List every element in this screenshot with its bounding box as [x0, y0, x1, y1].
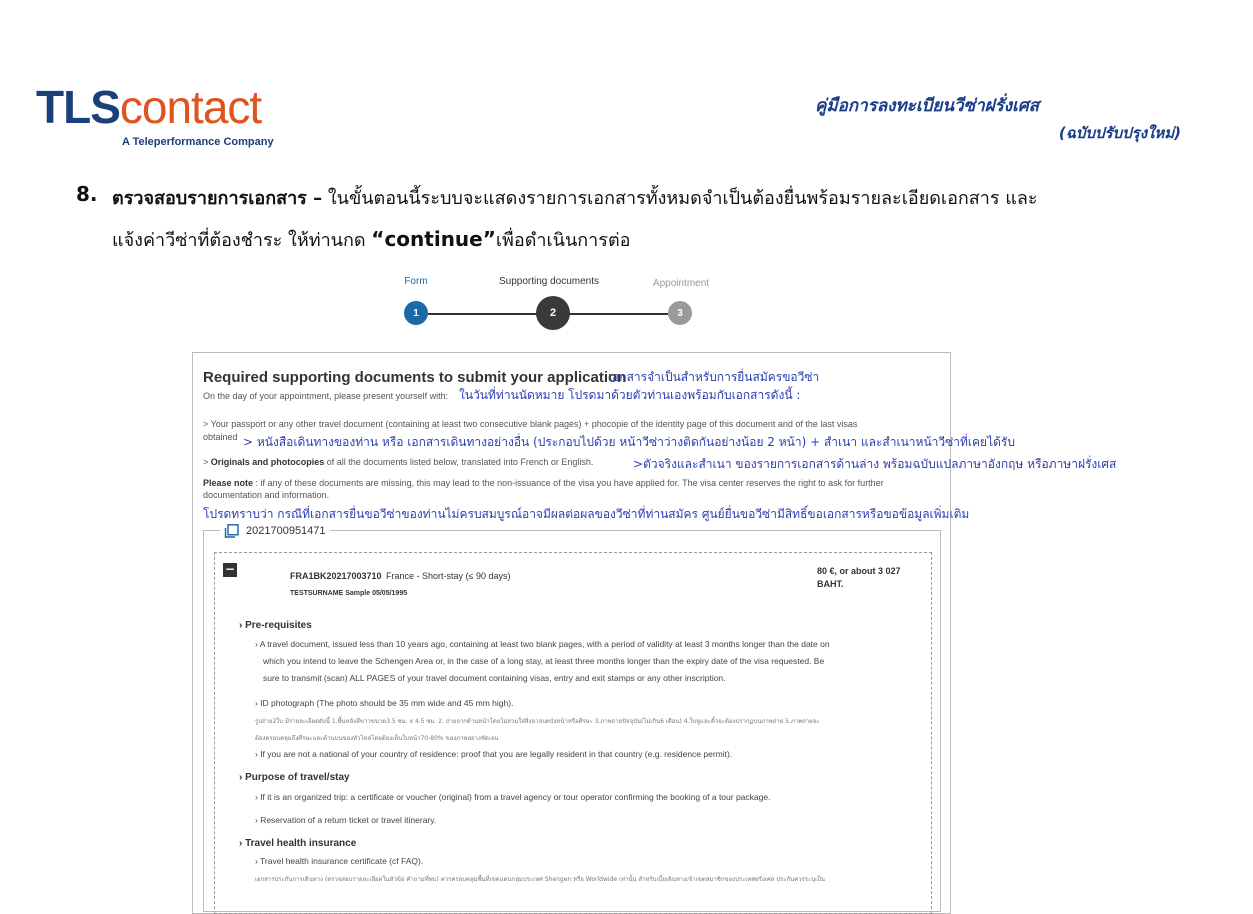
case-reference [220, 524, 330, 538]
id-photograph-thai-1: รูปถ่าย2ใบ มีรายละเอียดดังนี้ 1.พื้นหลังสีขาวขนาด3.5 ซม. x 4.5 ซม. 2. ถ่ายจากด้านหน้าโดยไม่สวมใส่สิ่งอาจบดบังหน้าหรือศีรษะ 3.ภาพถ่ายปัจจุบัน(ไม่เกิน6 เดือน) 4.ใบหูและคิ้วจะต้องปรากฏบนภาพถ่าย 5.ภาพถ่ายจะ [255, 718, 820, 725]
originals-bold: Originals and photocopies [210, 457, 325, 467]
requirements-title: Required supporting documents to submit your application [203, 369, 627, 386]
section-travel-health-insurance[interactable]: › Travel health insurance [239, 838, 357, 849]
section-prerequisites[interactable]: › Pre-requisites [239, 620, 312, 631]
collapse-minus-icon[interactable]: − [224, 562, 236, 576]
originals-requirement [203, 457, 593, 467]
step-label-appointment: Appointment [652, 278, 710, 289]
copy-document-icon [224, 524, 240, 538]
visa-fee-line-2: BAHT. [817, 579, 844, 589]
instruction-number: 8. [76, 182, 98, 206]
id-photograph-thai-2: ต้องครอบคลุมถึงศีรษะและด้านบนของหัวไหล่โดยต้องเห็นใบหน้า70-80% ของภาพอย่างชัดเจน [255, 735, 499, 742]
visa-fee-line-1: 80 €, or about 3 027 [817, 566, 901, 576]
visa-type: France - Short-stay (≤ 90 days) [386, 571, 511, 581]
instruction-heading: ตรวจสอบรายการเอกสาร – [112, 188, 323, 209]
case-number: 2021700951471 [246, 525, 326, 537]
tlscontact-logo [36, 82, 261, 132]
step-circle-3[interactable]: 3 [668, 301, 692, 325]
travel-document-requirement-3: sure to transmit (scan) ALL PAGES of your travel document containing visas, entry and exit stamps or any other inscription. [263, 673, 726, 683]
instruction-line-2-prefix: แจ้งค่าวีซ่าที่ต้องชำระ ให้ท่านกด [112, 230, 372, 251]
insurance-thai: เอกสารประกันการเดินทาง (ตรวจสอบรายละเอียดในหัวข้อ คำถามที่พบ) ควรครอบคลุมพื้นที่เขตแดนกลุ่มประเทศ Shengen หรือ Worldwide เท่านั้น สำหรับเบี้ยเดินทางเข้าเขตสมาชิกของประเทศฝรั่งเศส ประกันควรระบุเป็น [255, 876, 826, 883]
instruction-line-2 [112, 225, 630, 254]
application-reference: FRA1BK20217003710 [290, 571, 382, 581]
originals-rest: of all the documents listed below, translated into French or English. [324, 457, 594, 467]
stepper-connector-2 [568, 313, 668, 315]
instruction-line-1 [112, 183, 1038, 212]
guide-title: คู่มือการลงทะเบียนวีซ่าฝรั่งเศส [815, 96, 1039, 116]
logo-contact-text: contact [119, 81, 262, 133]
stepper-connector-1 [428, 313, 538, 315]
return-ticket-requirement: › Reservation of a return ticket or travel itinerary. [255, 815, 437, 825]
step-circle-1[interactable]: 1 [404, 301, 428, 325]
please-note-thai: โปรดทราบว่า กรณีที่เอกสารยื่นขอวีซ่าของท่านไม่ครบสมบูรณ์อาจมีผลต่อผลของวีซ่าที่ท่านสมัคร ศูนย์ยื่นขอวีซ่ามีสิทธิ์ขอเอกสารหรือขอข้อมูลเพิ่มเติม [203, 507, 970, 521]
travel-document-requirement-2: which you intend to leave the Schengen Area or, in the case of a long stay, at least three months longer than the expiry date of the visa requested. Be [263, 656, 825, 666]
please-note-bold: Please note [203, 478, 254, 488]
organized-trip-requirement: › If it is an organized trip: a certificate or voucher (original) from a travel agency or tour operator confirming the booking of a tour package. [255, 792, 771, 802]
originals-requirement-thai: >ตัวจริงและสำเนา ของรายการเอกสารด้านล่าง พร้อมฉบับแปลภาษาอังกฤษ หรือภาษาฝรั่งเศส [633, 457, 1117, 471]
continue-keyword: “continue” [371, 227, 496, 251]
logo-tls-text: TLS [36, 81, 120, 133]
step-circle-2[interactable]: 2 [536, 296, 570, 330]
step-label-form: Form [404, 276, 428, 287]
instruction-line-2-suffix: เพื่อดำเนินการต่อ [495, 230, 631, 251]
please-note-text: : if any of these documents are missing, this may lead to the non-issuance of the visa you have applied for. The visa center reserves the right to ask for further [253, 478, 884, 488]
insurance-certificate-requirement: › Travel health insurance certificate (cf FAQ). [255, 856, 424, 866]
application-header [290, 566, 511, 584]
travel-document-requirement-1: › A travel document, issued less than 10 years ago, containing at least two blank pages, with a period of validity at least 3 months longer than the date on [255, 639, 830, 649]
intro-text-thai: ในวันที่ท่านนัดหมาย โปรดมาด้วยตัวท่านเองพร้อมกับเอกสารดังนี้ : [459, 388, 801, 402]
instruction-line-1-text: ในขั้นตอนนี้ระบบจะแสดงรายการเอกสารทั้งหมดจำเป็นต้องยื่นพร้อมรายละเอียดเอกสาร และ [322, 188, 1038, 209]
passport-requirement-thai: > หนังสือเดินทางของท่าน หรือ เอกสารเดินทางอย่างอื่น (ประกอบไปด้วย หน้าวีซ่าว่างติดกันอย่างน้อย 2 หน้า) + สำเนา และสำเนาหน้าวีซ่าที่เคยได้รับ [243, 435, 1015, 449]
please-note-line-1 [203, 478, 884, 488]
step-label-supporting-documents: Supporting documents [498, 276, 600, 287]
residence-requirement: › If you are not a national of your country of residence: proof that you are legally resident in that country (e.g. residence permit). [255, 749, 733, 759]
logo-tagline: A Teleperformance Company [122, 136, 274, 148]
id-photograph-requirement: › ID photograph (The photo should be 35 mm wide and 45 mm high). [255, 698, 514, 708]
requirements-title-thai: เอกสารจำเป็นสำหรับการยื่นสมัครขอวีซ่า [608, 370, 820, 384]
passport-requirement-line-1: > Your passport or any other travel document (containing at least two consecutive blank pages) + phocopie of the identity page of this document and of the last visas [203, 419, 858, 429]
guide-subtitle: (ฉบับปรับปรุงใหม่) [1058, 124, 1181, 142]
passport-requirement-line-2: obtained [203, 432, 238, 442]
please-note-line-2: documentation and information. [203, 490, 330, 500]
applicant-name: TESTSURNAME Sample 05/05/1995 [290, 590, 408, 597]
intro-text: On the day of your appointment, please present yourself with: [203, 391, 449, 401]
originals-prefix: > [203, 457, 211, 467]
section-purpose-of-travel[interactable]: › Purpose of travel/stay [239, 772, 350, 783]
